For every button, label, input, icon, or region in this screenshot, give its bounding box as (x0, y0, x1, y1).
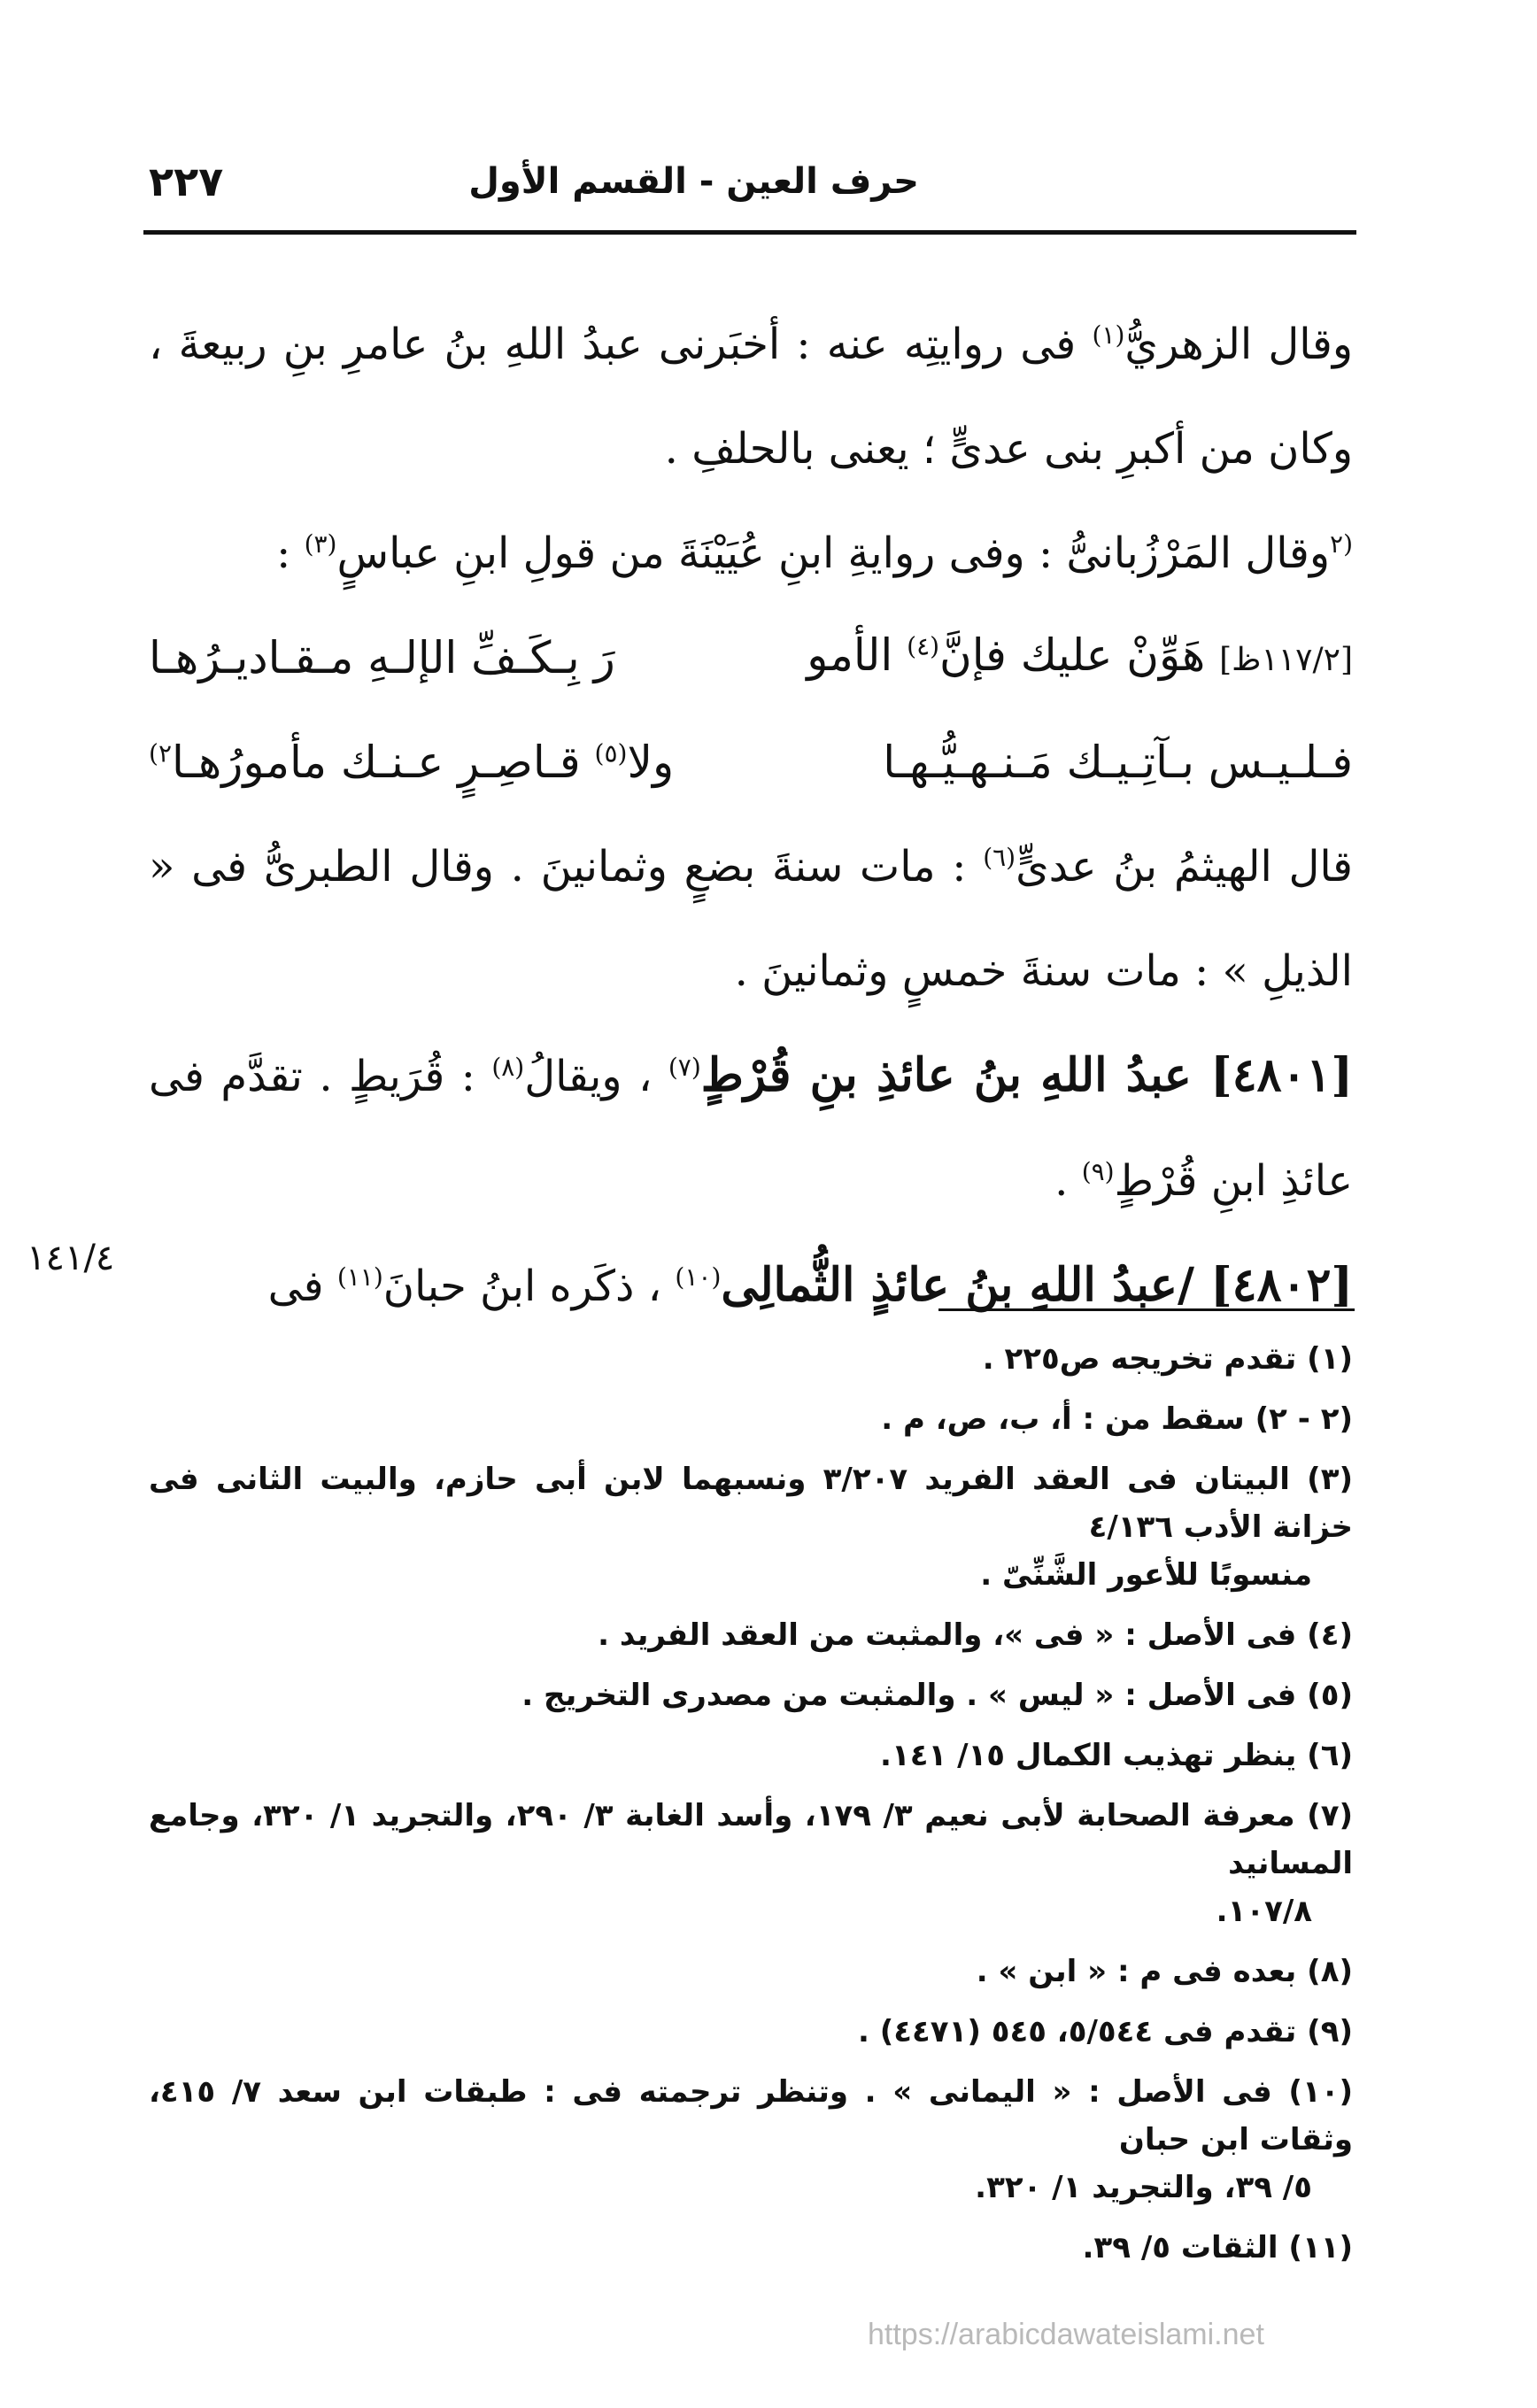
text-run: : مات سنةَ بضعٍ وثمانينَ . وقال الطبرىُّ فى « الذيلِ » : مات سنةَ خمسٍ وثمانينَ . (149, 842, 1353, 996)
footnote-10 (149, 2068, 1353, 2211)
manuscript-folio-mark: [١١٧/٢ظ] (1219, 642, 1353, 678)
margin-reference: ١٤١/٤ (27, 1238, 115, 1278)
text-run: هَوِّنْ عليك فإنَّ (939, 629, 1206, 681)
text-run: ، ذكَره ابنُ حبانَ (382, 1262, 676, 1311)
footnote-marker: (١٠) (675, 1262, 722, 1292)
footnote-marker: ٢) (149, 738, 172, 768)
text-run: : قُرَيطٍ . تقدَّم فى عائذِ ابنِ قُرْطٍ (149, 1052, 1353, 1206)
verse-1-second-hemistich: رَ بِـكَـفِّ الإلـهِ مـقـاديـرُهـا (149, 632, 615, 683)
text-run: فى (267, 1262, 337, 1311)
verse-2-first-hemistich: فـلـيـس بـآتِـيـك مَـنـهـيُّـهـا (883, 737, 1353, 788)
entry-4802 (149, 1233, 1353, 1339)
paragraph-haytham (149, 814, 1353, 1023)
watermark-url: https://arabicdawateislami.net (868, 2318, 1264, 2351)
footnote-continuation: ٥/ ٣٩، والتجريد ١/ ٣٢٠. (975, 2170, 1312, 2205)
footnote-marker: (٤) (907, 631, 940, 661)
text-run: فى روايتِه عنه : أخبَرنى عبدُ اللهِ بنُ عامرِ بنِ ربيعةَ ، وكان من أكبرِ بنى عدىٍّ ؛ يعنى بالحلفِ . (149, 320, 1353, 474)
verse-1-first-hemistich (807, 603, 1353, 713)
footnote-separator (938, 1308, 1355, 1311)
footnote-marker: (٣) (304, 529, 337, 559)
footnote-7 (149, 1792, 1353, 1935)
footnote-3 (149, 1455, 1353, 1599)
footnote-marker: (١) (1092, 320, 1125, 350)
footnote-marker: (٨) (491, 1053, 525, 1082)
text-run: وقال المَرْزُبانىُّ : وفى روايةِ ابنِ عُيَيْنَةَ من قولِ ابنِ عباسٍ (336, 529, 1331, 578)
text-run: ولا (627, 737, 675, 788)
text-run: ، ويقالُ (524, 1052, 668, 1101)
page-header (149, 158, 1353, 223)
footnotes (149, 1335, 1353, 2284)
paragraph-zuhri (149, 292, 1353, 501)
footnote-9: (٩) تقدم فى ٥/٥٤٤، ٥٤٥ (٤٤٧١) . (858, 2014, 1353, 2049)
footnote-marker: (٩) (1081, 1157, 1115, 1186)
footnote-marker: (٦) (983, 843, 1016, 872)
page-number: ٢٢٧ (149, 158, 224, 205)
footnote-continuation: منسوبًا للأعور الشَّنِّىّ . (980, 1557, 1312, 1593)
footnote-text: (١٠) فى الأصل : « اليمانى » . وتنظر ترجمته فى : طبقات ابن سعد ٧/ ٤١٥، وثقات ابن حبان (149, 2074, 1353, 2157)
text-run: قال الهيثمُ بنُ عدىٍّ (1016, 842, 1353, 891)
verse-line-2 (149, 710, 1353, 814)
paragraph-marzubani (149, 501, 1353, 606)
footnote-text: (٧) معرفة الصحابة لأبى نعيم ٣/ ١٧٩، وأسد الغابة ٣/ ٢٩٠، والتجريد ١/ ٣٢٠، وجامع المسانيد (149, 1798, 1353, 1881)
text-run: الأمو (807, 629, 908, 681)
entry-4801 (149, 1023, 1353, 1233)
footnote-2: (٢ - ٢) سقط من : أ، ب، ص، م . (881, 1401, 1353, 1437)
footnote-marker: (٧) (668, 1053, 701, 1082)
footnote-continuation: ١٠٧/٨. (1216, 1894, 1312, 1929)
entry-name: /عبدُ اللهِ بنُ عائذٍ الثُّمالِى (721, 1258, 1211, 1312)
entry-name: عبدُ اللهِ بنُ عائذِ بنِ قُرْطٍ (700, 1048, 1211, 1102)
entry-number: [٤٨٠١] (1210, 1048, 1354, 1102)
verse-2-second-hemistich (149, 710, 674, 814)
text-run: قـاصِـرٍ عـنـك مأمورُهـا (171, 737, 595, 788)
running-title: حرف العين - القسم الأول (468, 161, 919, 202)
footnote-4: (٤) فى الأصل : « فى »، والمثبت من العقد الفريد . (598, 1617, 1353, 1653)
entry-number: [٤٨٠٢] (1210, 1258, 1353, 1312)
verse-line-1 (149, 606, 1353, 710)
text-run: . (1054, 1156, 1082, 1206)
footnote-8: (٨) بعده فى م : « ابن » . (976, 1954, 1353, 1989)
footnote-5: (٥) فى الأصل : « ليس » . والمثبت من مصدرى التخريج . (521, 1678, 1353, 1713)
footnote-marker: (١١) (336, 1262, 383, 1292)
footnote-text: (٣) البيتان فى العقد الفريد ٣/٢٠٧ ونسبهما لابن أبى حازم، والبيت الثانى فى خزانة الأدب ٤/١٣٦ (149, 1462, 1353, 1545)
main-text (149, 292, 1353, 1339)
footnote-11: (١١) الثقات ٥/ ٣٩. (1082, 2230, 1353, 2265)
footnote-marker: (٢ (1330, 529, 1353, 559)
header-rule (143, 230, 1356, 235)
footnote-marker: (٥) (594, 738, 628, 768)
footnote-6: (٦) ينظر تهذيب الكمال ١٥/ ١٤١. (880, 1738, 1353, 1773)
text-run: وقال الزهريُّ (1124, 320, 1354, 369)
footnote-1: (١) تقدم تخريجه ص٢٢٥ . (982, 1341, 1353, 1377)
text-run: : (276, 529, 305, 578)
